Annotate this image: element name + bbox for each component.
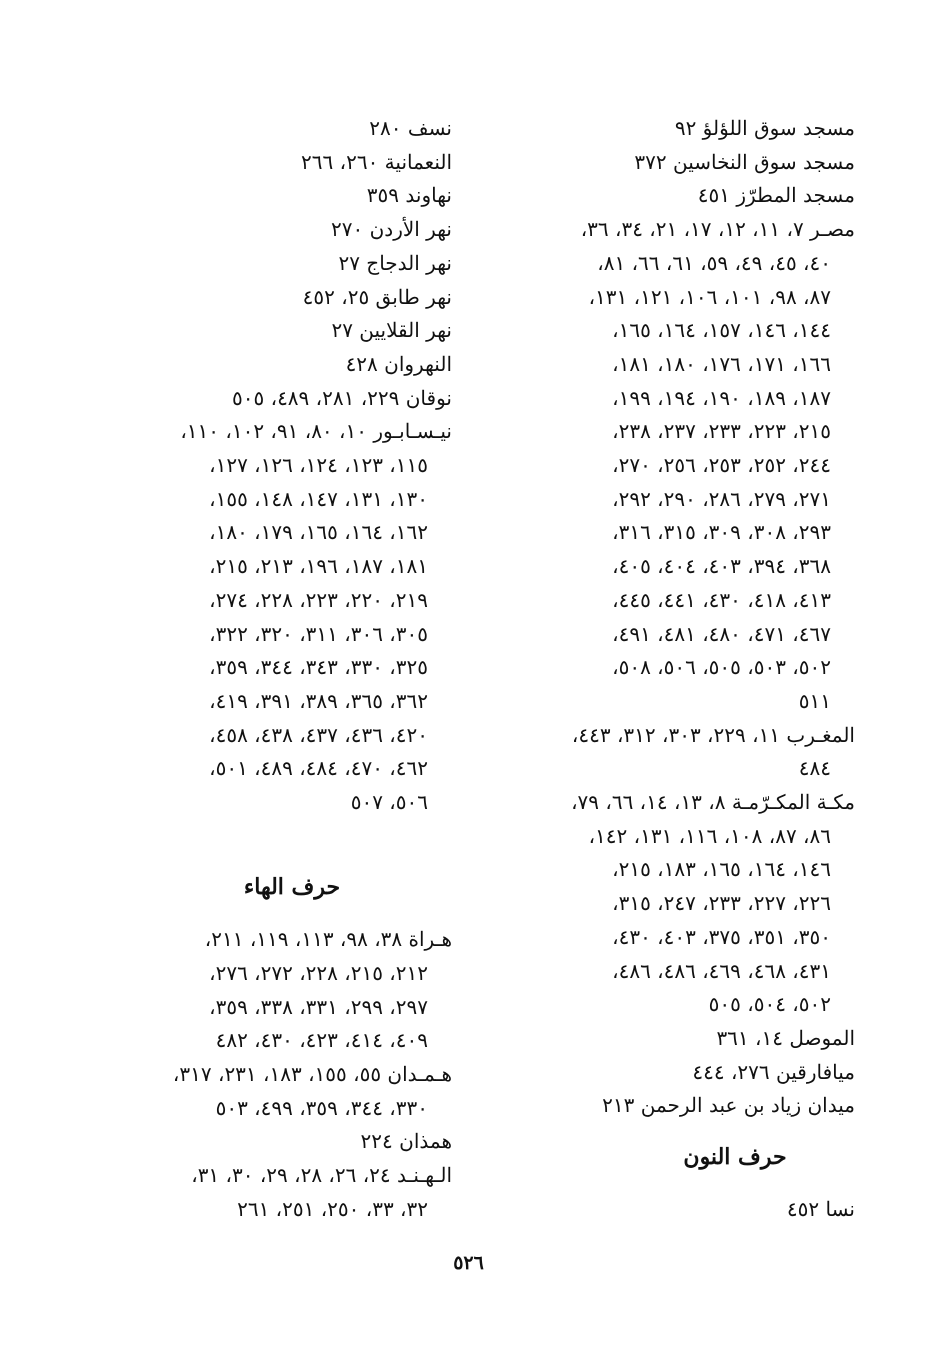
index-entry: نسا ٤٥٢ [786, 1196, 855, 1221]
section-gap [102, 853, 452, 871]
entries-block-ha [102, 923, 452, 1226]
section-gap [102, 820, 452, 854]
index-entry-continuation: ٢٧١، ٢٧٩، ٢٨٦، ٢٩٠، ٢٩٢، [612, 486, 831, 511]
index-entry-continuation: ٢٢٦، ٢٢٧، ٢٣٣، ٢٤٧، ٣١٥، [612, 891, 831, 916]
index-entry-continuation: ٣٦٢، ٣٦٥، ٣٨٩، ٣٩١، ٤١٩، [209, 688, 428, 713]
index-entry: نوقان ٢٢٩، ٢٨١، ٤٨٩، ٥٠٥ [232, 385, 452, 410]
index-entry-continuation: ١٨٧، ١٨٩، ١٩٠، ١٩٤، ١٩٩، [612, 385, 831, 410]
index-entry: نهر الأردن ٢٧٠ [331, 217, 452, 242]
index-entry: همذان ٢٢٤ [360, 1129, 452, 1154]
index-entry-continuation: ٥٠٢، ٥٠٣، ٥٠٥، ٥٠٦، ٥٠٨، [612, 655, 831, 680]
index-entry-continuation: ٤٨٤ [798, 756, 831, 781]
index-entry-continuation: ٢١٩، ٢٢٠، ٢٢٣، ٢٢٨، ٢٧٤، [209, 587, 428, 612]
index-entry: الـهـنـد ٢٤، ٢٦، ٢٨، ٢٩، ٣٠، ٣١، [191, 1163, 452, 1188]
index-entry: نهر القلايين ٢٧ [331, 318, 452, 343]
index-entry: مسجد سوق اللؤلؤ ٩٢ [674, 116, 855, 140]
index-entry-continuation: ١٦٢، ١٦٤، ١٦٥، ١٧٩، ١٨٠، [209, 520, 428, 545]
index-entry: نهر طابق ٢٥، ٤٥٢ [302, 284, 452, 309]
index-entry-continuation: ٤١٣، ٤١٨، ٤٣٠، ٤٤١، ٤٤٥، [612, 587, 831, 612]
page-number: ٥٢٦ [453, 1252, 484, 1274]
index-entry: هـمـدان ٥٥، ١٥٥، ١٨٣، ٢٣١، ٣١٧، [172, 1061, 452, 1086]
index-entry-continuation: ٣٢، ٣٣، ٢٥٠، ٢٥١، ٢٦١ [237, 1196, 428, 1221]
entries-block-meem [503, 112, 855, 1123]
index-entry: المغـرب ١١، ٢٢٩، ٣٠٣، ٣١٢، ٤٤٣، [571, 722, 855, 747]
index-entry: مصـر ٧، ١١، ١٢، ١٧، ٢١، ٣٤، ٣٦، [580, 217, 855, 242]
index-entry-continuation: ٣٦٨، ٣٩٤، ٤٠٣، ٤٠٤، ٤٠٥، [612, 554, 831, 579]
index-entry: مسجد سوق النخاسين ٣٧٢ [634, 149, 855, 174]
index-entry-continuation: ٣٠٥، ٣٠٦، ٣١١، ٣٢٠، ٣٢٢، [209, 621, 428, 646]
index-entry: الموصل ١٤، ٣٦١ [716, 1025, 855, 1050]
index-entry: نهاوند ٣٥٩ [366, 183, 452, 208]
index-column-left [102, 112, 452, 1226]
index-entry-continuation: ٢٤٤، ٢٥٢، ٢٥٣، ٢٥٦، ٢٧٠، [612, 453, 831, 478]
index-entry: نيـسـابـور ١٠، ٨٠، ٩١، ١٠٢، ١١٠، [180, 419, 452, 444]
entries-block-nun [503, 1193, 855, 1227]
index-entry-continuation: ١٤٦، ١٦٤، ١٦٥، ١٨٣، ٢١٥، [612, 857, 831, 882]
index-entry-continuation: ٢٩٧، ٢٩٩، ٣٣١، ٣٣٨، ٣٥٩، [209, 994, 428, 1019]
index-entry: النهروان ٤٢٨ [345, 351, 452, 376]
index-entry: نهر الدجاج ٢٧ [338, 250, 452, 275]
index-entry: النعمانية ٢٦٠، ٢٦٦ [301, 149, 452, 174]
index-entry-continuation: ٢٩٣، ٣٠٨، ٣٠٩، ٣١٥، ٣١٦، [612, 520, 831, 545]
index-entry-continuation: ٨٧، ٩٨، ١٠١، ١٠٦، ١٢١، ١٣١، [588, 284, 831, 309]
index-entry-continuation: ٥١١ [798, 688, 831, 713]
index-entry-continuation: ٥٠٦، ٥٠٧ [350, 790, 428, 815]
index-entry-continuation: ١٤٤، ١٤٦، ١٥٧، ١٦٤، ١٦٥، [612, 318, 831, 343]
entries-block-nun-cont [102, 112, 452, 820]
index-entry: ميافارقين ٢٧٦، ٤٤٤ [692, 1059, 855, 1084]
index-entry-continuation: ٨٦، ٨٧، ١٠٨، ١١٦، ١٣١، ١٤٢، [588, 823, 831, 848]
index-entry-continuation: ٣٥٠، ٣٥١، ٣٧٥، ٤٠٣، ٤٣٠، [612, 924, 831, 949]
index-entry: نسف ٢٨٠ [369, 116, 452, 140]
index-entry-continuation: ٥٠٢، ٥٠٤، ٥٠٥ [708, 992, 831, 1017]
section-heading-nun: حرف النون [683, 1144, 787, 1171]
index-column-right [503, 112, 855, 1227]
index-entry-continuation: ٣٣٠، ٣٤٤، ٣٥٩، ٤٩٩، ٥٠٣ [215, 1095, 428, 1120]
index-entry-continuation: ٢١٢، ٢١٥، ٢٢٨، ٢٧٢، ٢٧٦، [209, 960, 428, 985]
index-entry-continuation: ٤٣١، ٤٦٨، ٤٦٩، ٤٨٦، ٤٨٦، [612, 958, 831, 983]
index-entry-continuation: ٤٠٩، ٤١٤، ٤٢٣، ٤٣٠، ٤٨٢ [215, 1028, 428, 1053]
section-gap [503, 1123, 855, 1141]
index-entry-continuation: ١٣٠، ١٣١، ١٤٧، ١٤٨، ١٥٥، [209, 486, 428, 511]
index-entry: مكـة المكـرّمـة ٨، ١٣، ١٤، ٦٦، ٧٩، [571, 790, 855, 815]
index-entry-continuation: ١٦٦، ١٧١، ١٧٦، ١٨٠، ١٨١، [612, 351, 831, 376]
index-entry-continuation: ٢١٥، ٢٢٣، ٢٣٣، ٢٣٧، ٢٣٨، [612, 419, 831, 444]
index-entry-continuation: ٤٢٠، ٤٣٦، ٤٣٧، ٤٣٨، ٤٥٨، [209, 722, 428, 747]
index-entry-continuation: ١٨١، ١٨٧، ١٩٦، ٢١٣، ٢١٥، [209, 554, 428, 579]
index-entry: ميدان زياد بن عبد الرحمن ٢١٣ [602, 1093, 855, 1118]
index-entry: مسجد المطرّز ٤٥١ [697, 183, 855, 208]
index-entry-continuation: ٣٢٥، ٣٣٠، ٣٤٣، ٣٤٤، ٣٥٩، [209, 655, 428, 680]
section-gap [503, 1175, 855, 1193]
index-entry: هـراة ٣٨، ٩٨، ١١٣، ١١٩، ٢١١، [204, 927, 452, 952]
index-entry-continuation: ١١٥، ١٢٣، ١٢٤، ١٢٦، ١٢٧، [209, 453, 428, 478]
index-entry-continuation: ٤٦٢، ٤٧٠، ٤٨٤، ٤٨٩، ٥٠١، [209, 756, 428, 781]
index-entry-continuation: ٤٠، ٤٥، ٤٩، ٥٩، ٦١، ٦٦، ٨١، [597, 250, 831, 275]
section-heading-ha: حرف الهاء [243, 874, 341, 901]
section-gap [102, 905, 452, 923]
index-entry-continuation: ٤٦٧، ٤٧١، ٤٨٠، ٤٨١، ٤٩١، [612, 621, 831, 646]
